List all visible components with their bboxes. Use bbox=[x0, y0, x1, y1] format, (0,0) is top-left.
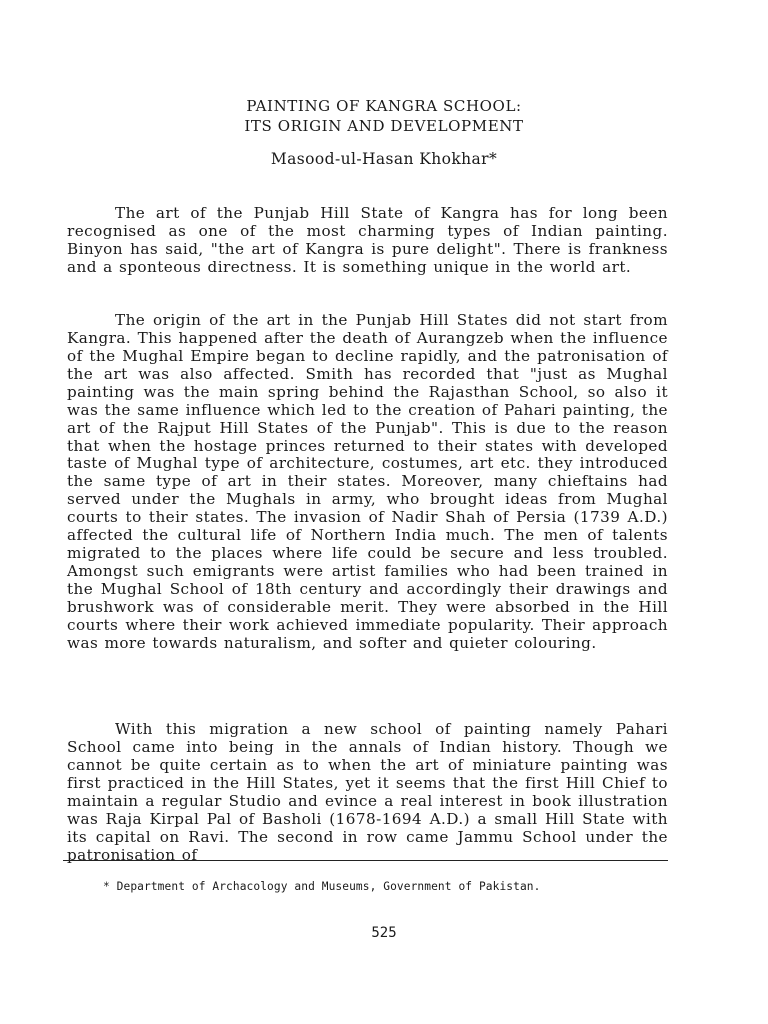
paragraph-1: The art of the Punjab Hill State of Kangra has for long been recognised as one of the most charming types of Indian painting. Binyon has said, "the art of Kangra is pure delight". There is frankness and a sponteous directness. It is something unique in the world art. bbox=[67, 204, 668, 276]
footnote-divider bbox=[63, 860, 668, 861]
paragraph-3: With this migration a new school of painting namely Pahari School came into being in the annals of Indian history. Though we cannot be quite certain as to when the art of miniature painting was first practiced in the Hill States, yet it seems that the first Hill Chief to maintain a regular Studio and evince a real interest in book illustration was Raja Kirpal Pal of Basholi (1678-1694 A.D.) a small Hill State with its capital on Ravi. The second in row came Jammu School under the patronisation of bbox=[67, 720, 668, 864]
page-number: 525 bbox=[371, 925, 397, 941]
paragraph-2: The origin of the art in the Punjab Hill States did not start from Kangra. This happened after the death of Aurangzeb when the influence of the Mughal Empire began to decline rapidly, and the patronisation of the art was also affected. Smith has recorded that "just as Mughal painting was the main spring behind the Rajasthan School, so also it was the same influence which led to the creation of Pahari painting, the art of the Rajput Hill States of the Punjab". This is due to the reason that when the hostage princes returned to their states with developed taste of Mughal type of architecture, costumes, art etc. they introduced the same type of art in their states. Moreover, many chieftains had served under the Mughals in army, who brought ideas from Mughal courts to their states. The invasion of Nadir Shah of Persia (1739 A.D.) affected the cultural life of Northern India much. The men of talents migrated to the places where life could be secure and less troubled. Amongst such emigrants were artist families who had been trained in the Mughal School of 18th century and accordingly their drawings and brushwork was of considerable merit. They were absorbed in the Hill courts where their work achieved immediate popularity. Their approach was more towards naturalism, and softer and quieter colouring. bbox=[67, 311, 668, 652]
article-title-line-1: PAINTING OF KANGRA SCHOOL: bbox=[246, 97, 522, 115]
author-name: Masood-ul-Hasan Khokhar* bbox=[270, 150, 498, 168]
article-title-line-2: ITS ORIGIN AND DEVELOPMENT bbox=[244, 117, 524, 135]
footnote: * Department of Archacology and Museums, Government of Pakistan. bbox=[103, 880, 541, 893]
